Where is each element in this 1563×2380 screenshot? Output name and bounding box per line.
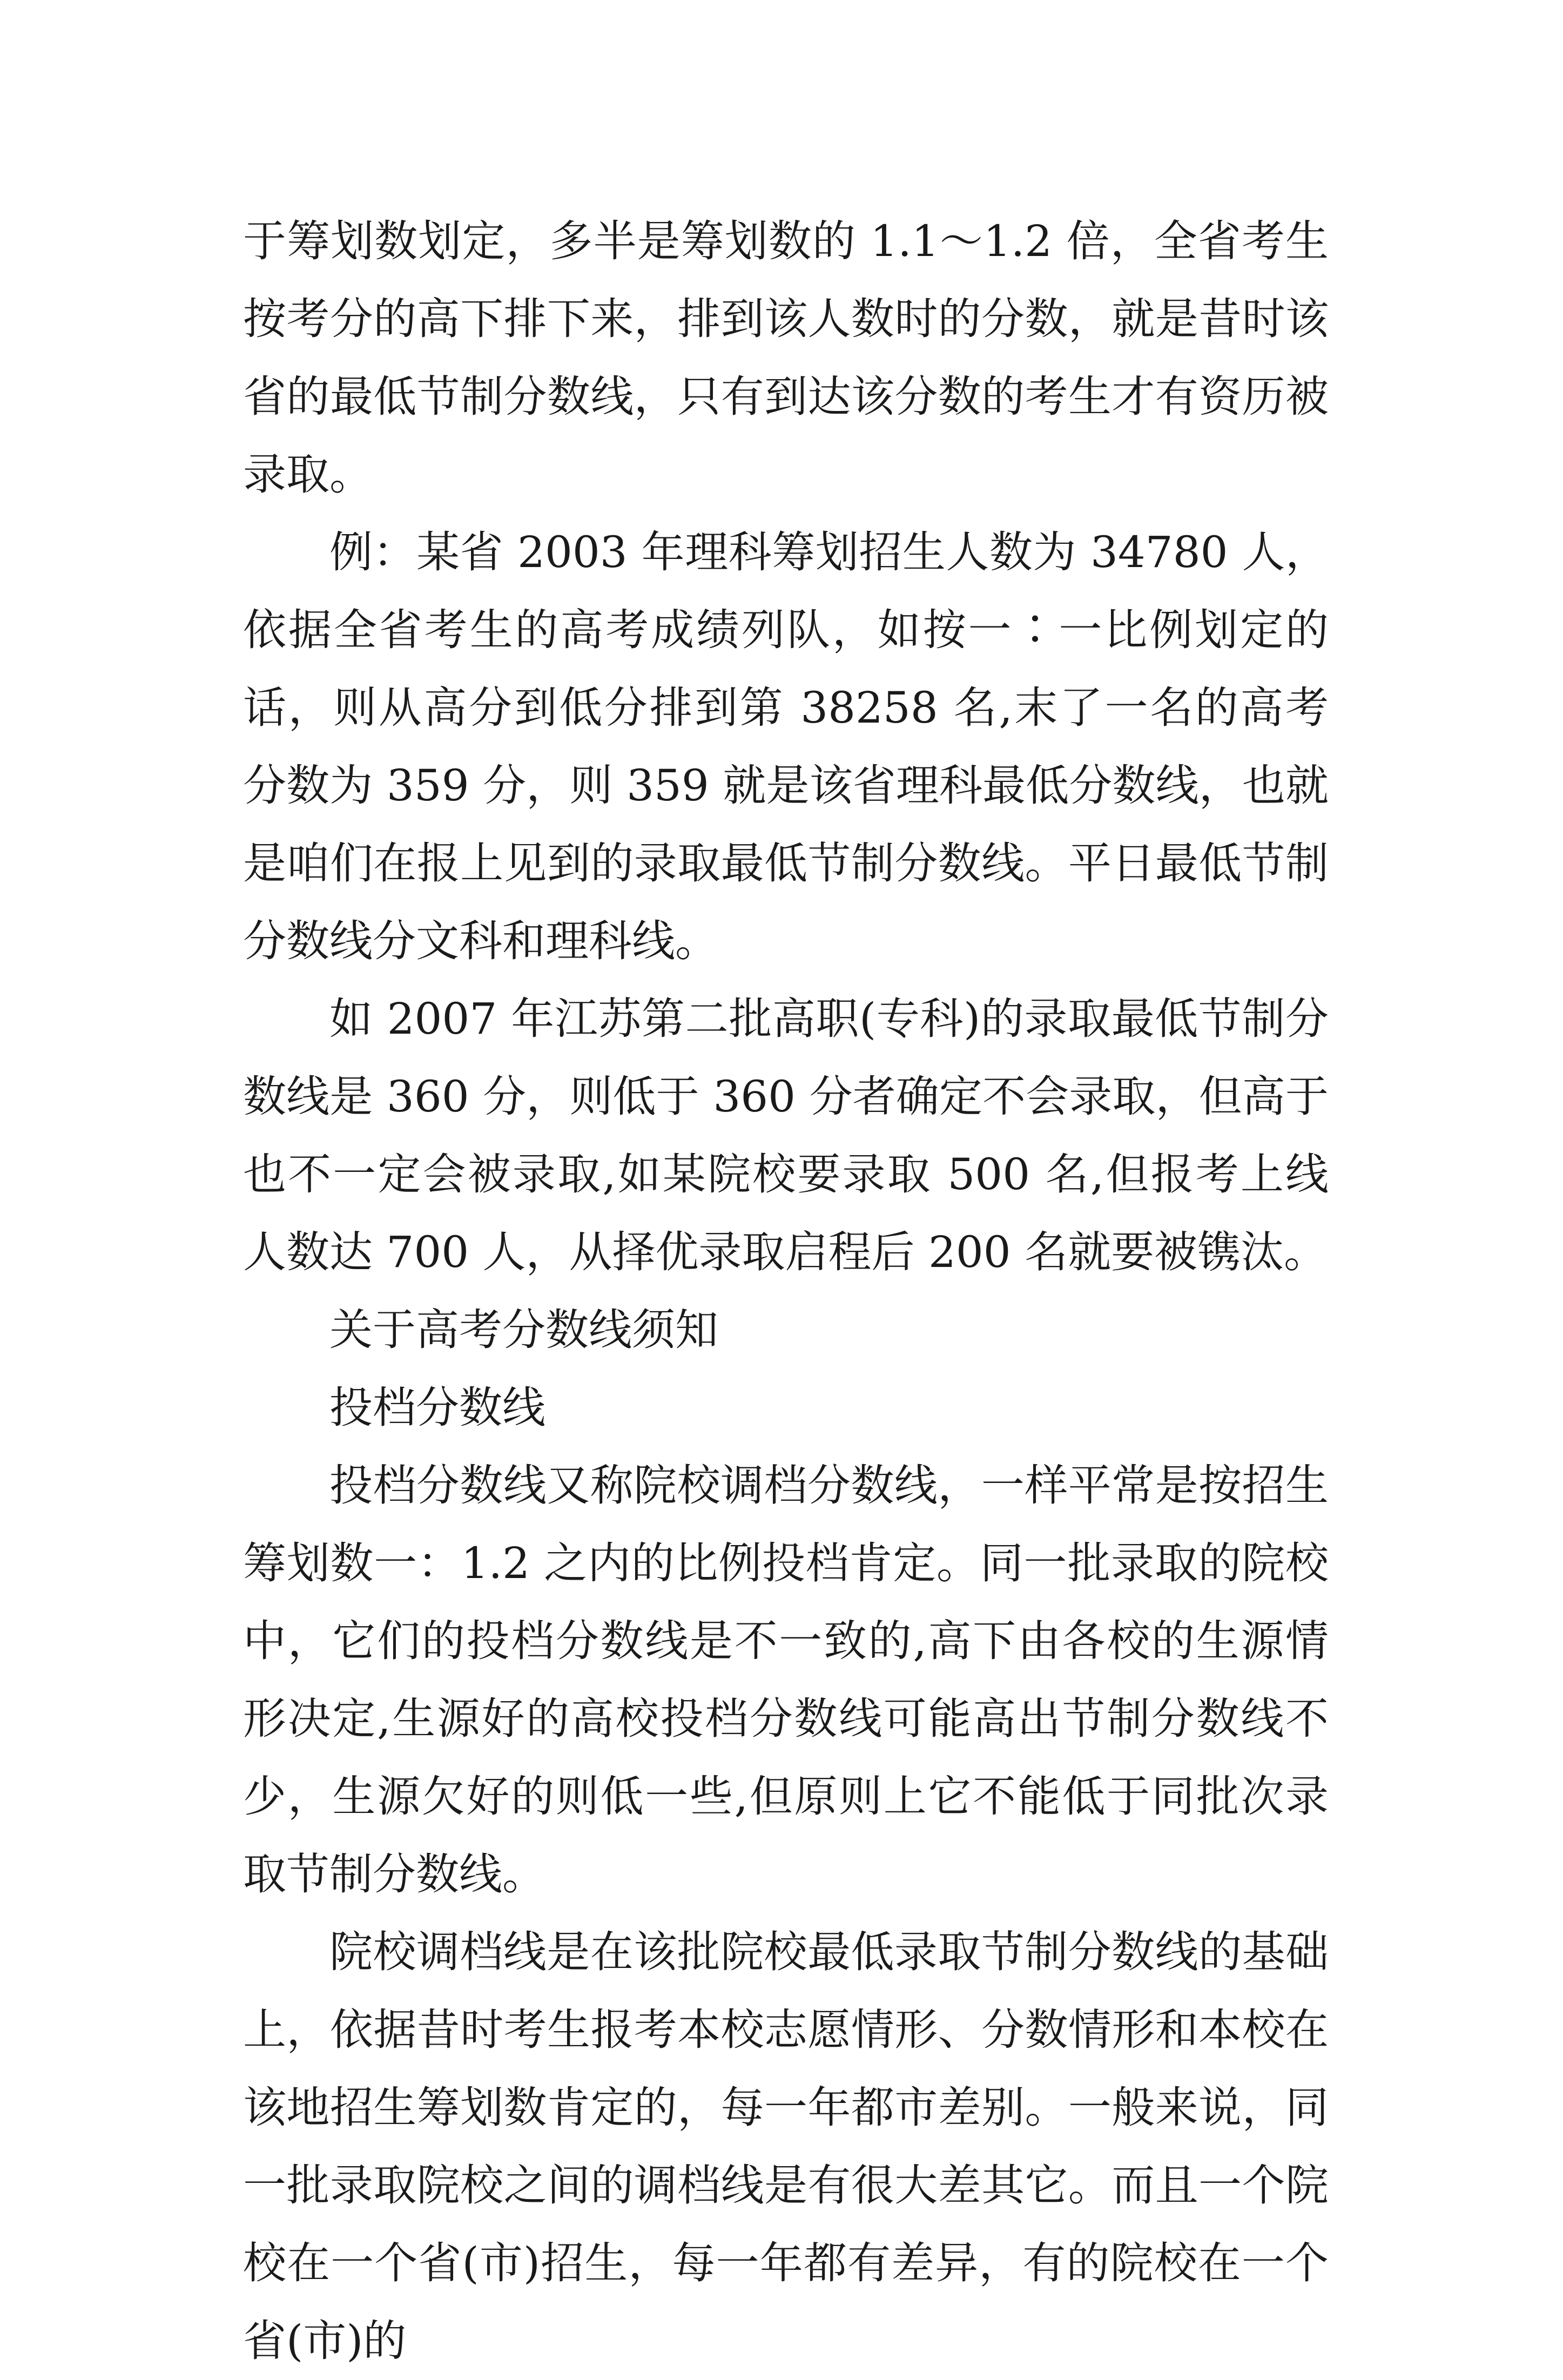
document-body bbox=[243, 203, 1329, 2380]
paragraph-2: 例：某省 2003 年理科筹划招生人数为 34780 人，依据全省考生的高考成绩列队，如按一∶一比例划定的话，则从高分到低分排到第 38258 名,末了一名的高考分数为 359 分，则 359 就是该省理科最低分数线，也就是咱们在报上见到的录取最低节制分数线。平日最低节制分数线分文科和理科线。 bbox=[243, 527, 1329, 966]
paragraph-4: 投档分数线又称院校调档分数线，一样平常是按招生筹划数一：1.2 之内的比例投档肯定。同一批录取的院校中，它们的投档分数线是不一致的,高下由各校的生源情形决定,生源好的高校投档分数线可能高出节制分数线不少，生源欠好的则低一些,但原则上它不能低于同批次录取节制分数线。 bbox=[243, 1460, 1329, 1899]
section-heading-1: 关于高考分数线须知 bbox=[329, 1305, 718, 1355]
paragraph-5: 院校调档线是在该批院校最低录取节制分数线的基础上，依据昔时考生报考本校志愿情形、分数情形和本校在该地招生筹划数肯定的，每一年都市差别。一般来说，同一批录取院校之间的调档线是有很大差其它。而且一个院校在一个省(市)招生，每一年都有差异，有的院校在一个省(市)的 bbox=[243, 1927, 1329, 2366]
section-heading-2: 投档分数线 bbox=[329, 1383, 545, 1433]
paragraph-3: 如 2007 年江苏第二批高职(专科)的录取最低节制分数线是 360 分，则低于 360 分者确定不会录取，但高于也不一定会被录取,如某院校要录取 500 名,但报考上线人数达 700 人，从择优录取启程后 200 名就要被镌汰。 bbox=[243, 994, 1329, 1277]
paragraph-1: 于筹划数划定，多半是筹划数的 1.1～1.2 倍，全省考生按考分的高下排下来，排到该人数时的分数，就是昔时该省的最低节制分数线，只有到达该分数的考生才有资历被录取。 bbox=[243, 216, 1329, 500]
